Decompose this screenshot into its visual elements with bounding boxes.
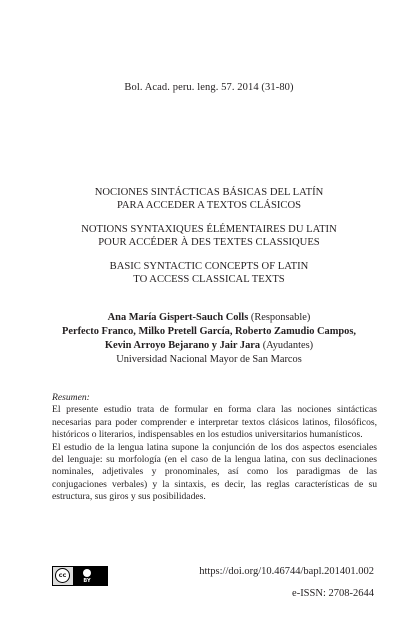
abstract-label: Resumen: (52, 392, 90, 403)
author-assistants-role: (Ayudantes) (262, 340, 314, 351)
author-assistants-line2-wrap (30, 339, 388, 353)
authors-block (30, 311, 388, 367)
author-responsible-name: Ana María Gispert-Sauch Colls (107, 312, 249, 323)
author-responsible-role: (Responsable) (250, 312, 311, 323)
title-french (40, 224, 378, 249)
by-label: BY (83, 578, 91, 584)
author-responsible-line (30, 311, 388, 325)
attribution-person-icon (83, 569, 91, 577)
cc-by-license-badge[interactable] (52, 566, 108, 586)
author-assistants-line1: Perfecto Franco, Milko Pretell García, Roberto Zamudio Campos, (62, 326, 356, 337)
abstract-paragraph-1: El presente estudio trata de formular en forma clara las nociones sintácticas necesarias para poder comprender e interpretar textos clásicos latinos, filosóficos, históricos o literarios, indispensables en los estudios universitarios humanísticos. (52, 404, 377, 441)
title-section (40, 187, 378, 298)
abstract-paragraph-2: El estudio de la lengua latina supone la conjunción de los dos aspectos esenciales del lenguaje: su morfología (en el caso de la lengua latina, con sus declinaciones nominales, adjetivales y pronominales, así como los paradigmas de las conjugaciones verbales) y la sintaxis, es decir, las reglas características de su estructura, sus giros y sus posibilidades. (52, 441, 377, 503)
doi-link[interactable]: https://doi.org/10.46744/bapl.201401.002 (199, 566, 374, 577)
title-spanish (40, 187, 378, 212)
author-affiliation: Universidad Nacional Mayor de San Marcos (116, 354, 302, 365)
title-english-line1: BASIC SYNTACTIC CONCEPTS OF LATIN (109, 261, 309, 272)
title-spanish-line1: NOCIONES SINTÁCTICAS BÁSICAS DEL LATÍN (94, 187, 324, 198)
title-french-line1: NOTIONS SYNTAXIQUES ÉLÉMENTAIRES DU LATIN (81, 224, 337, 235)
journal-citation: Bol. Acad. peru. leng. 57. 2014 (31-80) (124, 82, 294, 93)
title-english-line2: TO ACCESS CLASSICAL TEXTS (133, 273, 285, 285)
issn-number: e-ISSN: 2708-2644 (292, 588, 374, 599)
abstract-section (52, 392, 377, 504)
author-assistants-line2: Kevin Arroyo Bejarano y Jair Jara (104, 340, 261, 351)
title-french-line2: POUR ACCÉDER À DES TEXTES CLASSIQUES (98, 236, 320, 248)
title-english (40, 261, 378, 286)
cc-icon: cc (55, 568, 70, 583)
title-spanish-line2: PARA ACCEDER A TEXTOS CLÁSICOS (116, 199, 302, 211)
